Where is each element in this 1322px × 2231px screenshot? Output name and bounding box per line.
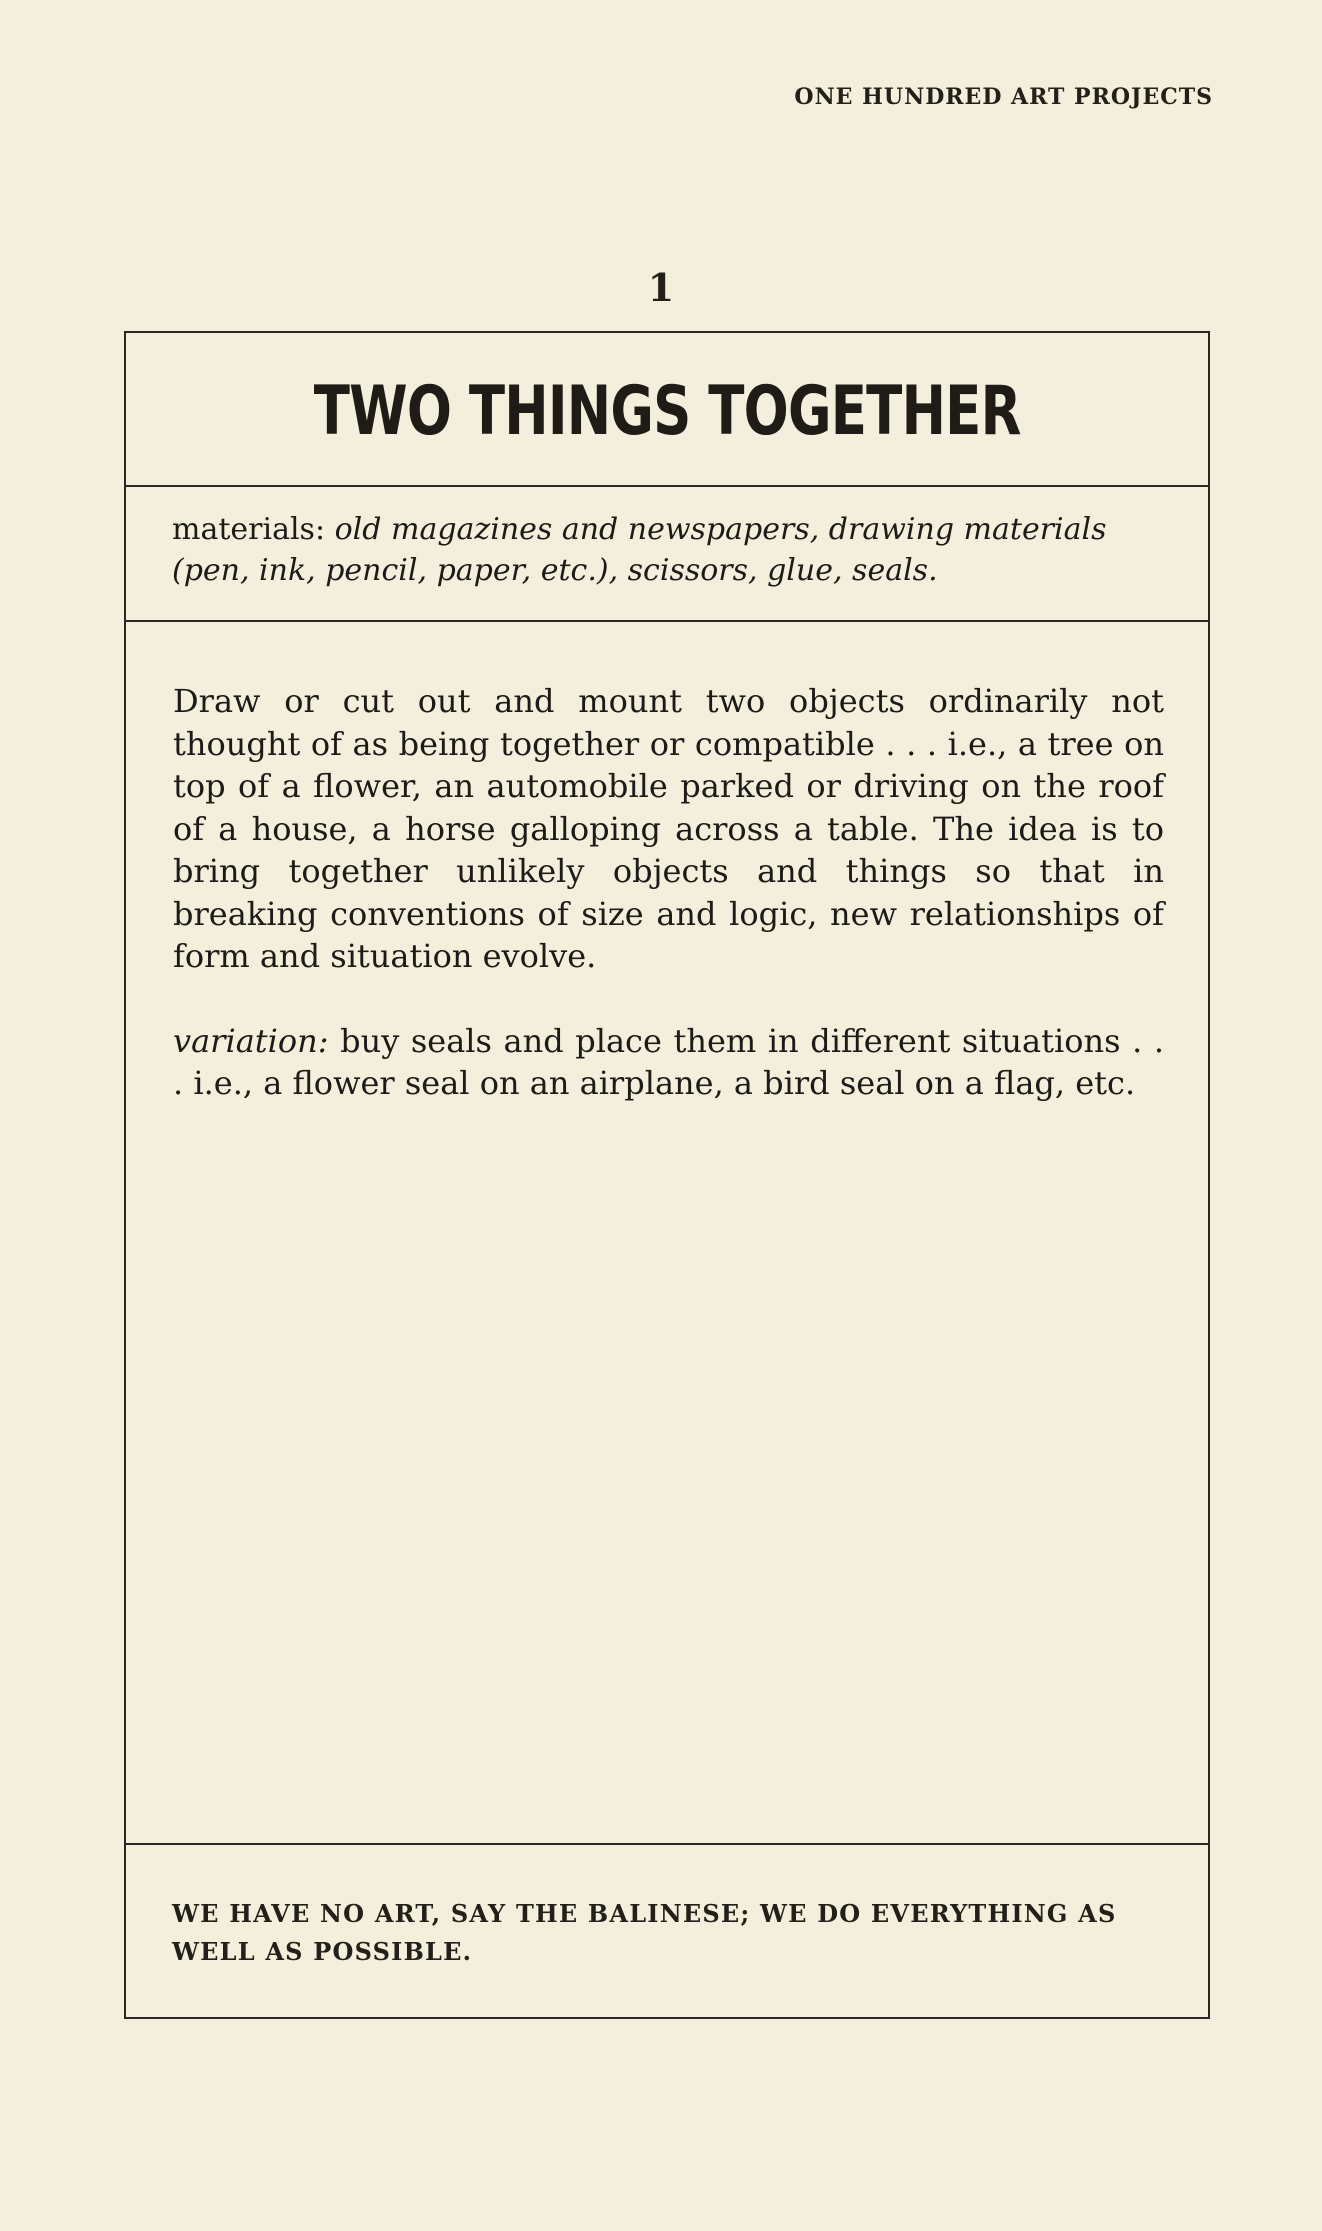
quote-section [126,1845,1208,2017]
variation-paragraph [173,1020,1164,1105]
instructions-section [126,622,1208,1845]
title-band [126,333,1208,487]
project-number: 1 [647,265,675,310]
materials-label: materials: [172,512,326,547]
materials-list: old magazines and newspapers, drawing materials (pen, ink, pencil, paper, etc.), scissors, glue, seals. [172,512,1107,588]
materials-section [126,487,1208,622]
variation-label: variation: [173,1021,329,1060]
running-head: ONE HUNDRED ART PROJECTS [794,84,1213,110]
quote-text: WE HAVE NO ART, SAY THE BALINESE; WE DO EVERYTHING AS WELL AS POSSIBLE. [172,1899,1117,1966]
instructions-text: Draw or cut out and mount two objects ordinarily not thought of as being together or compatible . . . i.e., a tree on top of a flower, an automobile parked or driving on the roof of a house, a horse galloping across a table. The idea is to bring together unlikely objects and things so that in breaking conventions of size and logic, new relationships of form and situation evolve. [173,682,1164,975]
page-title: TWO THINGS TOGETHER [313,371,1021,451]
project-card [124,331,1210,2019]
variation-text: buy seals and place them in different situations . . . i.e., a flower seal on an airplane, a bird seal on a flag, etc. [173,1021,1165,1102]
